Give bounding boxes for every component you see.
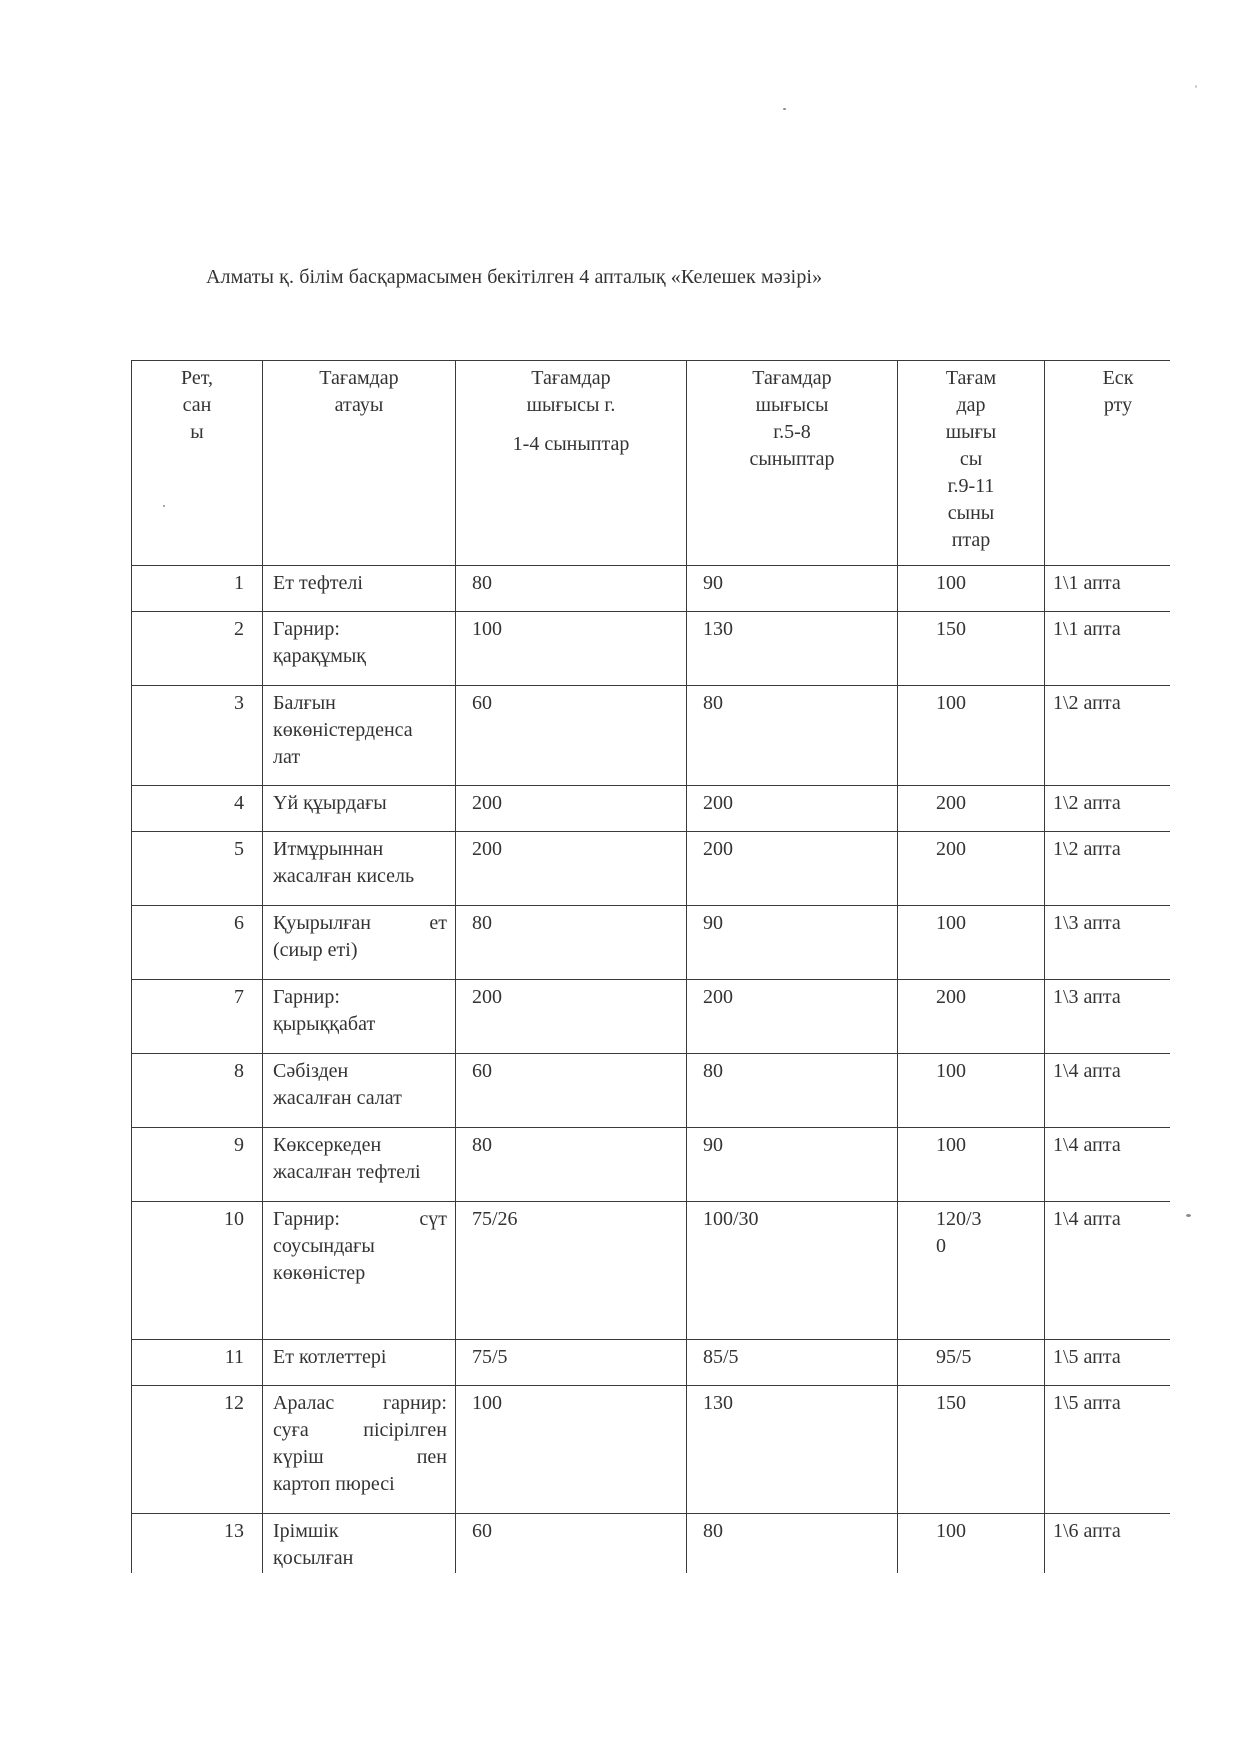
portion-grades-9-11-cell-line: 120/3 <box>936 1208 982 1230</box>
portion-grades-1-4-cell: 60 <box>456 1514 687 1574</box>
dish-name-cell-line: Көксеркеден <box>273 1134 382 1156</box>
portion-grades-1-4-cell: 60 <box>456 1054 687 1128</box>
header-grades-9-11-line: сыны <box>947 502 995 524</box>
row-number-cell: 1 <box>132 566 263 612</box>
table-row <box>132 980 1171 1054</box>
dish-name-cell <box>263 906 456 980</box>
row-number-cell: 5 <box>132 832 263 906</box>
portion-grades-9-11-cell: 200 <box>898 832 1045 906</box>
header-grades-9-11 <box>898 361 1045 566</box>
table-row <box>132 566 1171 612</box>
dish-name-cell <box>263 1202 456 1340</box>
table-row <box>132 1514 1171 1574</box>
week-note-cell: 1\1 апта <box>1045 612 1171 686</box>
dish-name-cell-line: (сиыр еті) <box>273 939 358 961</box>
portion-grades-1-4-cell: 200 <box>456 786 687 832</box>
dish-name-cell-line: Ет тефтелі <box>273 572 363 594</box>
portion-grades-1-4-cell: 100 <box>456 612 687 686</box>
dish-name-cell-line: Гарнир: <box>273 618 340 640</box>
portion-grades-9-11-cell: 100 <box>898 1128 1045 1202</box>
header-grades-5-8-line: сыныптар <box>749 448 835 470</box>
menu-table-wrapper <box>131 360 1170 1573</box>
portion-grades-1-4-cell: 80 <box>456 566 687 612</box>
dish-name-cell-line: қосылған <box>273 1547 354 1569</box>
header-grades-5-8-line: г.5-8 <box>773 421 811 443</box>
dish-name-cell-line: Гарнир: <box>273 986 340 1008</box>
header-note-line: Еск <box>1102 367 1134 389</box>
row-number-cell: 9 <box>132 1128 263 1202</box>
portion-grades-5-8-cell: 80 <box>687 1054 898 1128</box>
dish-name-cell-line: көкөністер <box>273 1262 366 1284</box>
dish-name-cell <box>263 1054 456 1128</box>
dish-name-cell-line: Ірімшік <box>273 1520 339 1542</box>
scan-speck <box>1195 85 1197 88</box>
scan-speck <box>1186 1214 1191 1217</box>
dish-name-cell <box>263 686 456 786</box>
dish-name-cell <box>263 1386 456 1514</box>
portion-grades-9-11-cell: 100 <box>898 686 1045 786</box>
portion-grades-9-11-cell: 100 <box>898 566 1045 612</box>
table-row <box>132 832 1171 906</box>
header-row <box>132 361 1171 566</box>
portion-grades-5-8-cell: 90 <box>687 566 898 612</box>
dish-name-cell-line: лат <box>273 746 301 768</box>
header-grades-1-4-line: шығысы г. <box>526 394 616 416</box>
header-grades-9-11-line: дар <box>956 394 986 416</box>
header-row-number-label <box>132 365 262 446</box>
table-row <box>132 1128 1171 1202</box>
dish-name-cell-line: Гарнир: сүт <box>273 1208 447 1230</box>
portion-grades-9-11-cell: 100 <box>898 1054 1045 1128</box>
portion-grades-5-8-cell: 200 <box>687 786 898 832</box>
header-grades-1-4-sub: 1-4 сыныптар <box>512 433 630 455</box>
header-grades-1-4-line: Тағамдар <box>531 367 611 389</box>
header-dish-name <box>263 361 456 566</box>
header-grades-9-11-line: птар <box>951 529 991 551</box>
dish-name-cell-line: Сәбізден <box>273 1060 349 1082</box>
dish-name-cell-line: Ет котлеттері <box>273 1346 387 1368</box>
portion-grades-9-11-cell: 100 <box>898 906 1045 980</box>
dish-name-cell <box>263 1128 456 1202</box>
dish-name-cell <box>263 566 456 612</box>
header-grades-5-8-line: шығысы <box>755 394 829 416</box>
dish-name-cell-line: суға пісірілген <box>273 1419 447 1441</box>
row-number-cell: 12 <box>132 1386 263 1514</box>
table-row <box>132 1340 1171 1386</box>
scan-speck <box>783 108 786 110</box>
portion-grades-5-8-cell: 90 <box>687 1128 898 1202</box>
header-note-line: рту <box>1103 394 1133 416</box>
week-note-cell: 1\3 апта <box>1045 980 1171 1054</box>
week-note-cell: 1\2 апта <box>1045 832 1171 906</box>
header-note <box>1045 361 1171 566</box>
menu-table <box>131 360 1170 1573</box>
portion-grades-1-4-cell: 200 <box>456 980 687 1054</box>
dish-name-cell-line: көкөністерденса <box>273 719 413 741</box>
week-note-cell: 1\5 апта <box>1045 1386 1171 1514</box>
dish-name-cell-line: қарақұмық <box>273 645 366 667</box>
dish-name-cell-line: Қуырылған ет <box>273 912 447 934</box>
week-note-cell: 1\2 апта <box>1045 786 1171 832</box>
row-number-cell: 13 <box>132 1514 263 1574</box>
portion-grades-1-4-cell: 75/5 <box>456 1340 687 1386</box>
portion-grades-9-11-cell <box>898 1202 1045 1340</box>
dish-name-cell <box>263 832 456 906</box>
portion-grades-9-11-cell: 200 <box>898 786 1045 832</box>
portion-grades-5-8-cell: 90 <box>687 906 898 980</box>
scan-speck <box>163 505 165 507</box>
dish-name-cell-line: соусындағы <box>273 1235 375 1257</box>
dish-name-cell <box>263 1340 456 1386</box>
portion-grades-9-11-cell: 200 <box>898 980 1045 1054</box>
table-row <box>132 686 1171 786</box>
row-number-cell: 8 <box>132 1054 263 1128</box>
header-grades-5-8 <box>687 361 898 566</box>
portion-grades-5-8-cell: 85/5 <box>687 1340 898 1386</box>
dish-name-cell <box>263 980 456 1054</box>
header-row-number-line: Рет, <box>181 367 213 389</box>
header-row-number-line: ы <box>190 421 204 443</box>
week-note-cell: 1\1 апта <box>1045 566 1171 612</box>
table-row <box>132 612 1171 686</box>
portion-grades-1-4-cell: 200 <box>456 832 687 906</box>
dish-name-cell-line: Итмұрыннан <box>273 838 384 860</box>
dish-name-cell-line: картоп пюресі <box>273 1473 395 1495</box>
dish-name-cell-line: Үй құырдағы <box>273 792 387 814</box>
header-dish-name-line: атауы <box>334 394 384 416</box>
row-number-cell: 4 <box>132 786 263 832</box>
portion-grades-9-11-cell: 100 <box>898 1514 1045 1574</box>
portion-grades-1-4-cell: 100 <box>456 1386 687 1514</box>
portion-grades-5-8-cell: 100/30 <box>687 1202 898 1340</box>
page-title: Алматы қ. білім басқармасымен бекітілген 4 апталық «Келешек мәзірі» <box>206 266 823 288</box>
portion-grades-9-11-cell: 150 <box>898 1386 1045 1514</box>
portion-grades-9-11-cell: 150 <box>898 612 1045 686</box>
portion-grades-5-8-cell: 200 <box>687 832 898 906</box>
dish-name-cell-line: Балғын <box>273 692 336 714</box>
week-note-cell: 1\4 апта <box>1045 1202 1171 1340</box>
week-note-cell: 1\6 апта <box>1045 1514 1171 1574</box>
week-note-cell: 1\4 апта <box>1045 1128 1171 1202</box>
portion-grades-5-8-cell: 130 <box>687 1386 898 1514</box>
portion-grades-9-11-cell-line: 0 <box>936 1235 946 1257</box>
header-dish-name-line: Тағамдар <box>319 367 399 389</box>
week-note-cell: 1\4 апта <box>1045 1054 1171 1128</box>
dish-name-cell <box>263 786 456 832</box>
table-row <box>132 1386 1171 1514</box>
header-grades-1-4 <box>456 361 687 566</box>
week-note-cell: 1\2 апта <box>1045 686 1171 786</box>
portion-grades-9-11-cell: 95/5 <box>898 1340 1045 1386</box>
portion-grades-5-8-cell: 130 <box>687 612 898 686</box>
dish-name-cell <box>263 612 456 686</box>
portion-grades-5-8-cell: 80 <box>687 686 898 786</box>
header-grades-5-8-line: Тағамдар <box>752 367 832 389</box>
header-row-number-line: сан <box>182 394 212 416</box>
header-grades-9-11-line: Тағам <box>945 367 997 389</box>
table-row <box>132 1054 1171 1128</box>
week-note-cell: 1\3 апта <box>1045 906 1171 980</box>
row-number-cell: 11 <box>132 1340 263 1386</box>
row-number-cell: 2 <box>132 612 263 686</box>
header-grades-9-11-line: сы <box>959 448 983 470</box>
row-number-cell: 10 <box>132 1202 263 1340</box>
portion-grades-1-4-cell: 80 <box>456 1128 687 1202</box>
week-note-cell: 1\5 апта <box>1045 1340 1171 1386</box>
table-row <box>132 906 1171 980</box>
portion-grades-5-8-cell: 200 <box>687 980 898 1054</box>
dish-name-cell-line: жасалған кисель <box>273 865 415 887</box>
row-number-cell: 3 <box>132 686 263 786</box>
dish-name-cell-line: күріш пен <box>273 1446 447 1468</box>
header-row-number <box>132 361 263 566</box>
portion-grades-5-8-cell: 80 <box>687 1514 898 1574</box>
table-row <box>132 786 1171 832</box>
dish-name-cell-line: қырыққабат <box>273 1013 376 1035</box>
portion-grades-1-4-cell: 60 <box>456 686 687 786</box>
menu-table-body <box>132 566 1171 1574</box>
dish-name-cell-line: жасалған салат <box>273 1087 402 1109</box>
dish-name-cell-line: Аралас гарнир: <box>273 1392 447 1414</box>
portion-grades-1-4-cell: 80 <box>456 906 687 980</box>
table-row <box>132 1202 1171 1340</box>
row-number-cell: 7 <box>132 980 263 1054</box>
header-grades-9-11-line: шығы <box>945 421 997 443</box>
portion-grades-1-4-cell: 75/26 <box>456 1202 687 1340</box>
dish-name-cell <box>263 1514 456 1574</box>
row-number-cell: 6 <box>132 906 263 980</box>
dish-name-cell-line: жасалған тефтелі <box>273 1161 421 1183</box>
header-grades-9-11-line: г.9-11 <box>947 475 995 497</box>
